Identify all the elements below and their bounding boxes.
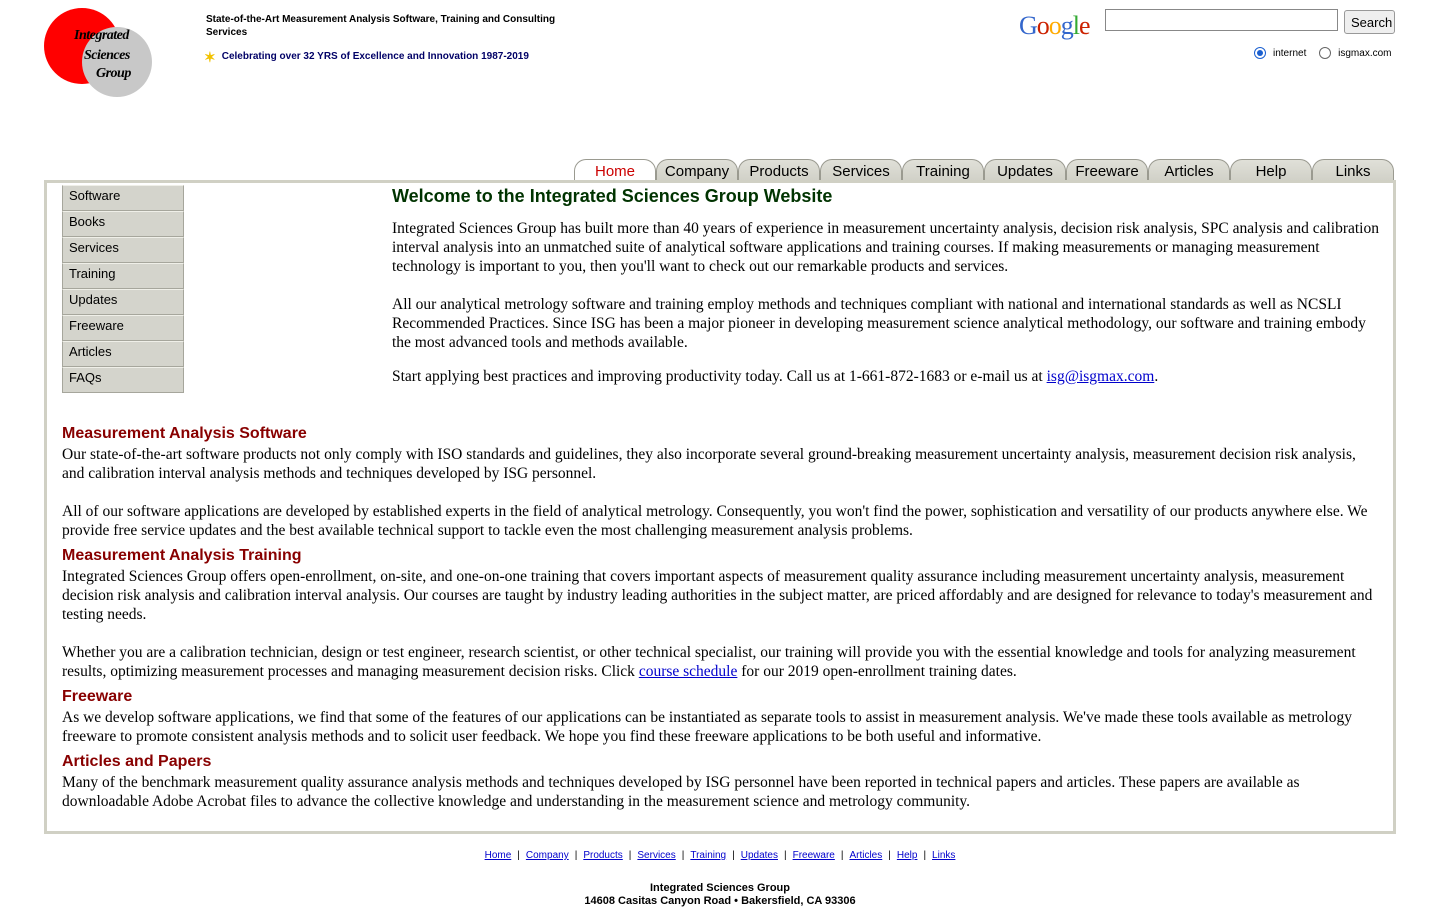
footer-link-articles[interactable]: Articles [849, 850, 883, 861]
sidebar-item-articles[interactable]: Articles [62, 341, 184, 367]
search-scope-options [1254, 47, 1402, 62]
site-tagline: State-of-the-Art Measurement Analysis Software, Training and Consulting Services [206, 14, 556, 38]
section-freeware [62, 686, 1374, 746]
isg-logo[interactable] [44, 8, 154, 100]
google-logo-letter: G [1019, 11, 1037, 40]
welcome-intro [392, 219, 1382, 405]
google-logo-letter: o [1048, 11, 1061, 40]
search-input[interactable] [1105, 9, 1338, 31]
google-logo-letter: l [1072, 11, 1080, 40]
page-title: Welcome to the Integrated Sciences Group Website [392, 186, 833, 206]
logo-text-line-3: Group [96, 66, 131, 81]
google-logo-letter: e [1079, 11, 1090, 40]
google-logo [1019, 11, 1090, 41]
footer-link-products[interactable]: Products [583, 850, 623, 861]
section-articles [62, 751, 1374, 811]
star-icon: ✶ [204, 49, 216, 65]
section-title-training[interactable]: Measurement Analysis Training [62, 547, 302, 564]
tab-updates[interactable]: Updates [984, 159, 1066, 183]
content-frame [44, 180, 1396, 834]
footer-link-help[interactable]: Help [896, 850, 918, 861]
search-scope-isgmax[interactable]: isgmax.com [1319, 47, 1391, 59]
sidebar-item-updates[interactable]: Updates [62, 289, 184, 315]
tab-services[interactable]: Services [820, 159, 902, 183]
intro-paragraph-2: All our analytical metrology software and training employ methods and techniques compliant with national and international standards as well as NCSLI Recommended Practices. Since ISG has been a major pioneer in developing measurement science analytical methodology, our software and training embody the most advanced tools and methods available. [392, 296, 1366, 351]
footer-link-freeware[interactable]: Freeware [792, 850, 835, 861]
tab-help[interactable]: Help [1230, 159, 1312, 183]
section-title-freeware[interactable]: Freeware [62, 688, 133, 705]
section-software-p2: All of our software applications are developed by established experts in the field of analytical metrology. Consequently, you won't find the power, sophistication and versatility of our products anywhere else. We provide free service updates and the best available technical support to tackle even the most challenging measurement analysis problems. [62, 503, 1368, 539]
sidebar-item-freeware[interactable]: Freeware [62, 315, 184, 341]
search-scope-internet[interactable]: internet [1254, 47, 1306, 59]
section-training [62, 545, 1374, 681]
section-title-articles[interactable]: Articles and Papers [62, 753, 212, 770]
footer-link-training[interactable]: Training [690, 850, 727, 861]
course-schedule-link[interactable]: course schedule [638, 663, 738, 680]
section-software-p1: Our state-of-the-art software products not only comply with ISO standards and guidelines, they also incorporate several ground-breaking measurement uncertainty analysis, measurement decision risk analysis, and calibration interval analysis methods and techniques developed by ISG personnel. [62, 446, 1356, 482]
section-training-p2: Whether you are a calibration technician, design or test engineer, research scientist, or other technical specialist, our training will provide you with the essential knowledge and tools for analyzing measurement results, optimizing measurement processes and managing measurement decision risks. Click course schedule for our 2019 open-enrollment training dates. [62, 644, 1356, 680]
tab-articles[interactable]: Articles [1148, 159, 1230, 183]
radio-isgmax[interactable] [1319, 47, 1331, 59]
content-sections [62, 423, 1374, 816]
sidebar-item-training[interactable]: Training [62, 263, 184, 289]
tab-freeware[interactable]: Freeware [1066, 159, 1148, 183]
section-software [62, 423, 1374, 540]
logo-text-line-2: Sciences [84, 48, 130, 63]
search-button[interactable]: Search [1344, 10, 1395, 34]
tab-home[interactable]: Home [574, 159, 656, 183]
email-link[interactable]: isg@isgmax.com [1046, 368, 1155, 385]
tab-training[interactable]: Training [902, 159, 984, 183]
radio-internet[interactable] [1254, 47, 1266, 59]
section-freeware-p1: As we develop software applications, we find that some of the features of our applications can be instantiated as separate tools to assist in measurement analysis. We've made these tools available as metrology freeware to promote consistent analysis methods and to solicit user feedback. We hope you find these freeware applications to be both useful and informative. [62, 709, 1352, 745]
google-logo-letter: g [1060, 11, 1073, 40]
sidebar-item-services[interactable]: Services [62, 237, 184, 263]
footer-link-services[interactable]: Services [637, 850, 676, 861]
sidebar-item-faqs[interactable]: FAQs [62, 367, 184, 393]
sidebar-menu [62, 185, 184, 393]
sidebar-item-software[interactable]: Software [62, 185, 184, 211]
section-articles-p1: Many of the benchmark measurement quality assurance analysis methods and techniques developed by ISG personnel have been reported in technical papers and articles. These papers are available as downloadable Adobe Acrobat files to advance the collective knowledge and understanding in the measurement science and metrology community. [62, 774, 1300, 810]
section-training-p1: Integrated Sciences Group offers open-enrollment, on-site, and one-on-one training that covers important aspects of measurement quality assurance including measurement uncertainty analysis, measurement decision risk analysis and calibration interval analysis. Our courses are taught by industry leading authorities in the subject matter, are priced affordably and are designed for relevance to today's measurement and testing needs. [62, 568, 1373, 623]
tab-company[interactable]: Company [656, 159, 738, 183]
footer-address: 14608 Casitas Canyon Road • Bakersfield, CA 93306 [584, 895, 856, 907]
anniversary-text: Celebrating over 32 YRS of Excellence and Innovation 1987-2019 [221, 51, 529, 62]
anniversary-banner [204, 46, 529, 63]
intro-paragraph-1: Integrated Sciences Group has built more than 40 years of experience in measurement uncertainty analysis, decision risk analysis, SPC analysis and calibration interval analysis into an unmatched suite of analytical software applications and training courses. If making measurements or managing measurement technology is important to you, then you'll want to check out our remarkable products and services. [392, 220, 1379, 275]
section-title-software[interactable]: Measurement Analysis Software [62, 425, 307, 442]
sidebar-item-books[interactable]: Books [62, 211, 184, 237]
intro-paragraph-3: Start applying best practices and improving productivity today. Call us at 1-661-872-1683 or e-mail us at isg@isgmax.com. [392, 368, 1159, 385]
tab-products[interactable]: Products [738, 159, 820, 183]
footer-link-home[interactable]: Home [484, 850, 512, 861]
footer-nav: Home | Company | Products | Services | Training | Updates | Freeware | Articles | Help | Links [484, 850, 956, 861]
footer-link-updates[interactable]: Updates [740, 850, 778, 861]
footer-company-name: Integrated Sciences Group [650, 882, 790, 894]
footer-link-company[interactable]: Company [525, 850, 569, 861]
logo-text-line-1: Integrated [74, 28, 129, 43]
google-logo-letter: o [1036, 11, 1049, 40]
tab-links[interactable]: Links [1312, 159, 1394, 183]
footer-link-links[interactable]: Links [932, 850, 956, 861]
